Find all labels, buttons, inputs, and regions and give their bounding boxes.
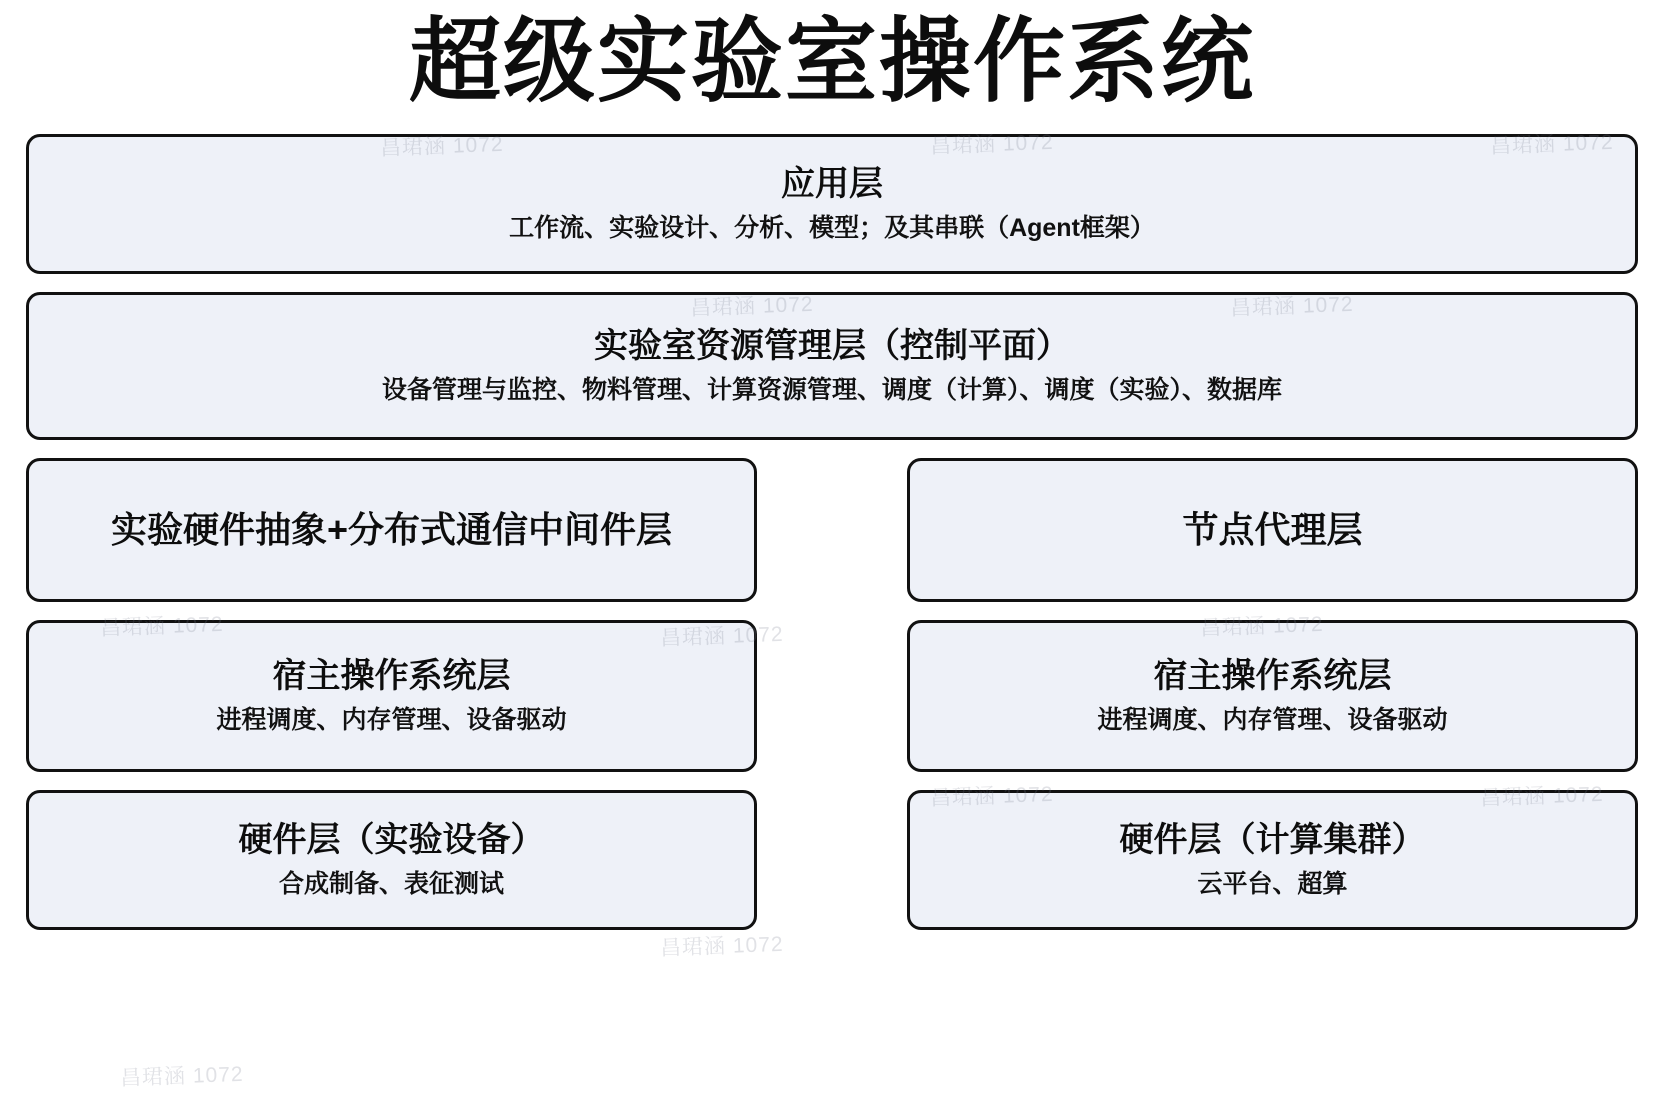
- layer-host-os-left: [26, 620, 757, 772]
- layer-hardware-lab-equipment-title: 硬件层（实验设备）: [238, 821, 545, 860]
- layer-stack: [26, 134, 1638, 930]
- layer-host-os-left-subtitle: 进程调度、内存管理、设备驱动: [216, 705, 567, 734]
- layer-host-os-right: [907, 620, 1638, 772]
- watermark-text: 昌珺涵 1072: [929, 782, 1054, 811]
- layer-application-subtitle: 工作流、实验设计、分析、模型；及其串联（Agent框架）: [509, 213, 1155, 242]
- layer-hardware-lab-equipment: [26, 790, 757, 930]
- column-left: [26, 458, 757, 930]
- layer-resource-management-subtitle: 设备管理与监控、物料管理、计算资源管理、调度（计算）、调度（实验）、数据库: [381, 375, 1282, 404]
- column-right: [907, 458, 1638, 930]
- watermark-text: 昌珺涵 1072: [1229, 292, 1354, 321]
- page-title: 超级实验室操作系统: [408, 11, 1255, 113]
- watermark-text: 昌珺涵 1072: [1199, 612, 1324, 641]
- layer-host-os-right-subtitle: 进程调度、内存管理、设备驱动: [1097, 705, 1448, 734]
- layer-node-agent: [907, 458, 1638, 602]
- layer-resource-management: [26, 292, 1638, 440]
- layer-hardware-compute-cluster: [907, 790, 1638, 930]
- watermark-text: 昌珺涵 1072: [1479, 782, 1604, 811]
- watermark-text: 昌珺涵 1072: [929, 130, 1054, 159]
- watermark-text: 昌珺涵 1072: [379, 132, 504, 161]
- layer-hardware-lab-equipment-subtitle: 合成制备、表征测试: [278, 869, 504, 898]
- layer-host-os-right-title: 宿主操作系统层: [1153, 657, 1392, 696]
- layer-hardware-abstraction-middleware-title: 实验硬件抽象+分布式通信中间件层: [110, 509, 673, 551]
- layer-application: [26, 134, 1638, 274]
- layer-hardware-abstraction-middleware: [26, 458, 757, 602]
- layer-hardware-compute-cluster-title: 硬件层（计算集群）: [1119, 821, 1426, 860]
- layer-hardware-compute-cluster-subtitle: 云平台、超算: [1197, 869, 1348, 898]
- layer-node-agent-title: 节点代理层: [1182, 509, 1363, 551]
- watermark-text: 昌珺涵 1072: [1489, 130, 1614, 159]
- layer-resource-management-title: 实验室资源管理层（控制平面）: [594, 327, 1070, 366]
- watermark-text: 昌珺涵 1072: [659, 622, 784, 651]
- watermark-text: 昌珺涵 1072: [689, 292, 814, 321]
- watermark-text: 昌珺涵 1072: [659, 932, 784, 961]
- watermark-text: 昌珺涵 1072: [99, 612, 224, 641]
- layer-application-title: 应用层: [781, 165, 883, 204]
- watermark-text: 昌珺涵 1072: [119, 1062, 244, 1091]
- layer-columns: [26, 458, 1638, 930]
- layer-host-os-left-title: 宿主操作系统层: [272, 657, 511, 696]
